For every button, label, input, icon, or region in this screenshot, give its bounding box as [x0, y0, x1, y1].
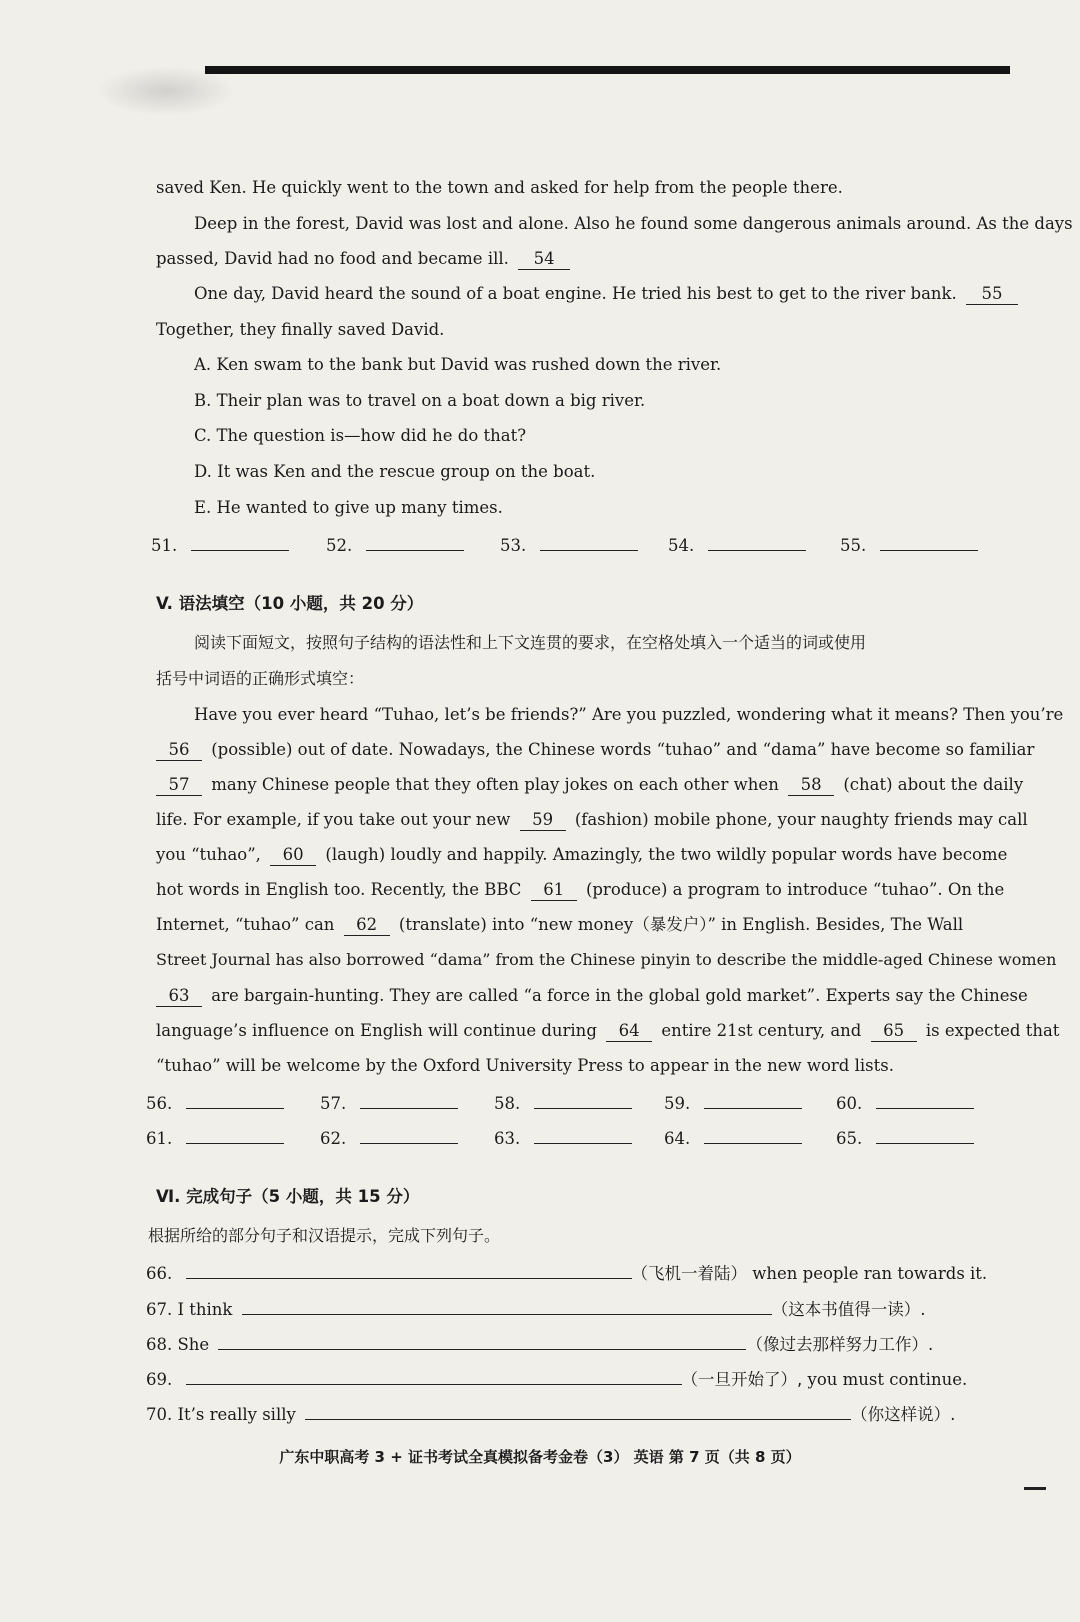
answer-label: 60.	[836, 1094, 863, 1113]
answer-blank-55[interactable]: 55	[966, 284, 1018, 305]
story-text: passed, David had no food and became ill.	[156, 249, 509, 268]
answer-line-68[interactable]	[218, 1331, 746, 1350]
answer-blank-64[interactable]: 64	[606, 1021, 652, 1042]
answer-line-63[interactable]	[534, 1125, 632, 1144]
option-e: E. He wanted to give up many times.	[194, 498, 503, 517]
hint: （你这样说）.	[851, 1405, 956, 1424]
answer-blank-62[interactable]: 62	[344, 915, 390, 936]
answer-line-60[interactable]	[876, 1090, 974, 1109]
sentence-69	[146, 1366, 976, 1392]
answer-blank-61[interactable]: 61	[531, 880, 577, 901]
instructions: 括号中词语的正确形式填空：	[156, 669, 365, 688]
passage-text: entire 21st century, and	[661, 1021, 862, 1040]
answer-label: 52.	[326, 536, 353, 555]
passage-text: (laugh) loudly and happily. Amazingly, the two wildly popular words have become	[325, 845, 1008, 864]
sentence-text: It’s really silly	[177, 1405, 296, 1424]
passage-text: (possible) out of date. Nowadays, the Chinese words “tuhao” and “dama” have become so familiar	[211, 740, 1035, 759]
answer-blank-57[interactable]: 57	[156, 775, 202, 796]
sentence-text: I think	[177, 1300, 233, 1319]
option-c: C. The question is—how did he do that?	[194, 426, 527, 445]
passage-text: language’s influence on English will continue during	[156, 1021, 597, 1040]
answer-line-54[interactable]	[708, 532, 806, 551]
top-rule	[205, 66, 1010, 74]
passage-line	[156, 843, 1007, 867]
answer-line-62[interactable]	[360, 1125, 458, 1144]
sentence-70	[146, 1401, 976, 1427]
story-text: One day, David heard the sound of a boat engine. He tried his best to get to the river bank.	[194, 284, 957, 303]
hint: （一旦开始了）,	[681, 1370, 803, 1389]
passage-text: (produce) a program to introduce “tuhao”. On the	[585, 880, 1005, 899]
answer-label: 54.	[668, 536, 695, 555]
answer-blank-56[interactable]: 56	[156, 740, 202, 761]
sentence-text: She	[177, 1335, 210, 1354]
passage-text: (chat) about the daily	[843, 775, 1024, 794]
answer-line-53[interactable]	[540, 532, 638, 551]
answer-label: 64.	[664, 1129, 691, 1148]
answer-line-51[interactable]	[191, 532, 289, 551]
answer-blank-65[interactable]: 65	[871, 1021, 917, 1042]
answer-label: 56.	[146, 1094, 173, 1113]
answer-label: 61.	[146, 1129, 173, 1148]
answer-blank-59[interactable]: 59	[520, 810, 566, 831]
passage-text: you “tuhao”,	[156, 845, 261, 864]
passage-line	[156, 1019, 1059, 1043]
answer-line-69[interactable]	[186, 1366, 682, 1385]
hint: （这本书值得一读）.	[771, 1300, 926, 1319]
answer-label: 55.	[840, 536, 867, 555]
sentence-text: you must continue.	[807, 1370, 968, 1389]
answer-blank-63[interactable]: 63	[156, 986, 202, 1007]
option-a: A. Ken swam to the bank but David was rushed down the river.	[194, 355, 722, 374]
answer-line-52[interactable]	[366, 532, 464, 551]
answer-label: 51.	[151, 536, 178, 555]
passage-text: is expected that	[925, 1021, 1060, 1040]
sentence-number: 66.	[146, 1264, 173, 1283]
answer-label: 59.	[664, 1094, 691, 1113]
answer-blank-60[interactable]: 60	[270, 845, 316, 866]
sentence-number: 68.	[146, 1335, 173, 1354]
passage-line: “tuhao” will be welcome by the Oxford University Press to appear in the new word lists.	[156, 1056, 894, 1075]
sentence-68	[146, 1331, 976, 1357]
passage-text: (translate) into “new money（暴发户）” in English. Besides, The Wall	[398, 915, 964, 934]
passage-line	[156, 913, 963, 937]
answer-blank-58[interactable]: 58	[788, 775, 834, 796]
passage-line	[156, 738, 1034, 762]
answer-line-56[interactable]	[186, 1090, 284, 1109]
passage-line: Street Journal has also borrowed “dama” from the Chinese pinyin to describe the middle-aged Chinese women	[156, 950, 1057, 969]
answer-line-66[interactable]	[186, 1260, 632, 1279]
answer-line-70[interactable]	[305, 1401, 851, 1420]
passage-text: are bargain-hunting. They are called “a force in the global gold market”. Experts say the Chinese	[211, 986, 1028, 1005]
answer-label: 65.	[836, 1129, 863, 1148]
passage-line	[156, 808, 1028, 832]
option-b: B. Their plan was to travel on a boat down a big river.	[194, 391, 646, 410]
answer-line-64[interactable]	[704, 1125, 802, 1144]
sentence-66	[146, 1260, 988, 1286]
story-line: Together, they finally saved David.	[156, 320, 445, 339]
answer-line-61[interactable]	[186, 1125, 284, 1144]
answer-line-57[interactable]	[360, 1090, 458, 1109]
answer-label: 63.	[494, 1129, 521, 1148]
sentence-number: 67.	[146, 1300, 173, 1319]
hint: （像过去那样努力工作）.	[746, 1335, 934, 1354]
sentence-67	[146, 1296, 976, 1322]
sentence-text: when people ran towards it.	[752, 1264, 988, 1283]
margin-mark	[1024, 1487, 1046, 1490]
passage-line	[156, 773, 1023, 797]
story-line	[156, 247, 574, 271]
answer-line-59[interactable]	[704, 1090, 802, 1109]
answer-label: 53.	[500, 536, 527, 555]
passage-line	[156, 984, 1028, 1008]
answer-line-65[interactable]	[876, 1125, 974, 1144]
answer-line-55[interactable]	[880, 532, 978, 551]
passage-text: many Chinese people that they often play jokes on each other when	[211, 775, 779, 794]
passage-text: Internet, “tuhao” can	[156, 915, 335, 934]
passage-line	[156, 878, 1004, 902]
section-vi-heading: Ⅵ. 完成句子（5 小题，共 15 分）	[156, 1187, 420, 1206]
story-line: saved Ken. He quickly went to the town and asked for help from the people there.	[156, 178, 843, 197]
answer-label: 57.	[320, 1094, 347, 1113]
passage-text: (fashion) mobile phone, your naughty friends may call	[574, 810, 1028, 829]
answer-blank-54[interactable]: 54	[518, 249, 570, 270]
passage-text: hot words in English too. Recently, the BBC	[156, 880, 522, 899]
instructions: 根据所给的部分句子和汉语提示，完成下列句子。	[148, 1226, 501, 1245]
story-line	[194, 282, 1022, 306]
section-v-heading: V. 语法填空（10 小题，共 20 分）	[156, 594, 424, 613]
story-line: Deep in the forest, David was lost and alone. Also he found some dangerous animals around. As the days	[194, 214, 1073, 233]
answer-line-67[interactable]	[242, 1296, 772, 1315]
answer-label: 62.	[320, 1129, 347, 1148]
sentence-number: 70.	[146, 1405, 173, 1424]
sentence-number: 69.	[146, 1370, 173, 1389]
option-d: D. It was Ken and the rescue group on the boat.	[194, 462, 596, 481]
passage-text: life. For example, if you take out your new	[156, 810, 511, 829]
answer-line-58[interactable]	[534, 1090, 632, 1109]
instructions: 阅读下面短文，按照句子结构的语法性和上下文连贯的要求，在空格处填入一个适当的词或使用	[194, 633, 867, 652]
hint: （飞机一着陆）	[631, 1264, 747, 1283]
page-footer: 广东中职高考 3 + 证书考试全真模拟备考金卷（3） 英语 第 7 页（共 8 页）	[279, 1448, 801, 1466]
passage-line: Have you ever heard “Tuhao, let’s be friends?” Are you puzzled, wondering what it means? Then you’re	[194, 705, 1064, 724]
answer-label: 58.	[494, 1094, 521, 1113]
